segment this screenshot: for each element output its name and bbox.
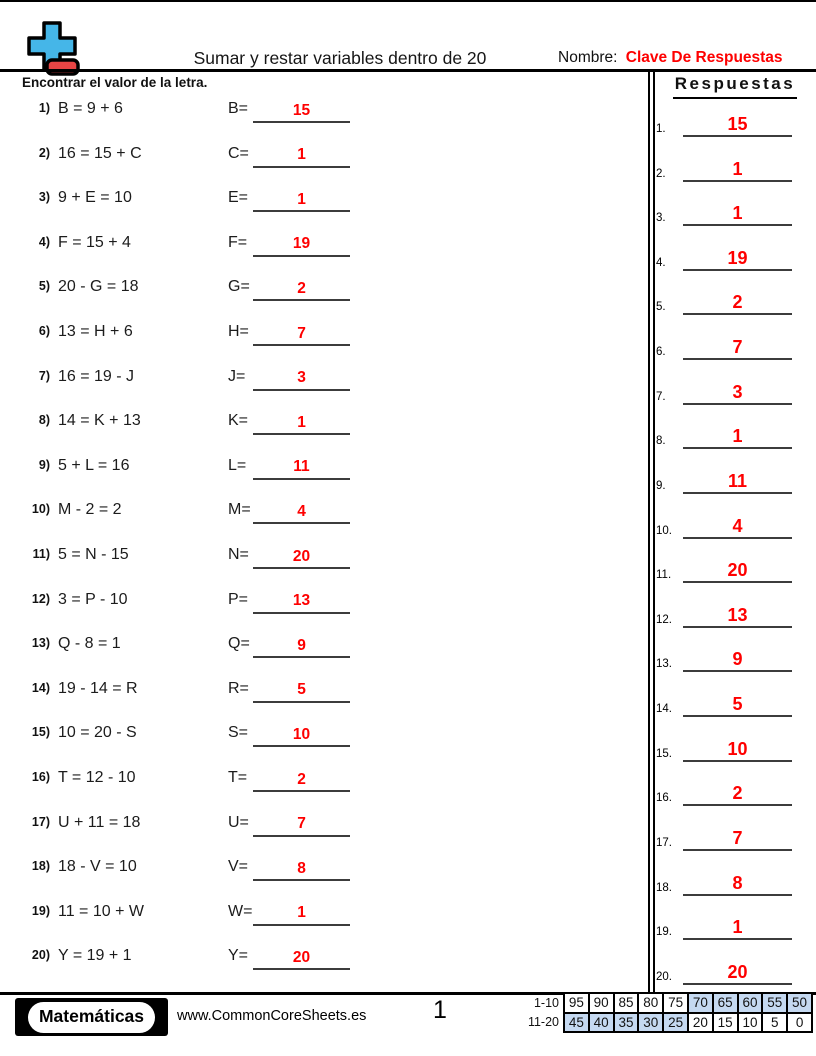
problem-answer: 19 [292, 235, 311, 253]
answer-blank-line [253, 854, 350, 881]
answer-blank-line [253, 497, 350, 524]
problem-equation: 9 + E = 10 [58, 189, 132, 207]
problem-equation: M - 2 = 2 [58, 501, 122, 519]
problem-row [0, 676, 648, 704]
problem-row [0, 408, 648, 436]
answer-value: 4 [732, 515, 743, 536]
answer-label: L= [228, 456, 247, 474]
answer-value: 2 [732, 292, 743, 313]
problem-equation: 14 = K + 13 [58, 412, 141, 430]
answer-value: 1 [732, 158, 743, 179]
problem-answer: 9 [297, 636, 306, 654]
page-number: 1 [433, 996, 447, 1024]
answer-number: 19. [656, 926, 672, 939]
answer-row [655, 761, 816, 806]
name-row [558, 49, 783, 67]
answer-label: T= [228, 769, 248, 786]
top-border-rule [0, 0, 816, 2]
problem-equation: 5 = N - 15 [58, 546, 129, 563]
grade-cell: 20 [688, 1013, 713, 1033]
answer-number: 5. [656, 301, 666, 314]
answer-row [655, 717, 816, 762]
problem-number: 1) [38, 101, 50, 115]
answer-value: 13 [727, 604, 748, 625]
answer-value: 20 [727, 560, 748, 581]
grade-cell: 10 [738, 1013, 763, 1033]
answer-label: E= [228, 189, 249, 207]
answer-row [655, 404, 816, 449]
problem-answer: 1 [297, 413, 306, 431]
grade-row [527, 993, 812, 1013]
problem-answer: 3 [297, 369, 306, 387]
answer-blank-line [253, 899, 350, 926]
problem-equation: 18 - V = 10 [58, 858, 137, 876]
problem-row [0, 720, 648, 748]
problem-equation: Q - 8 = 1 [58, 635, 121, 653]
grade-cell: 50 [787, 993, 812, 1013]
answer-label: C= [228, 144, 249, 162]
grade-cell: 25 [663, 1013, 688, 1033]
problem-row [0, 899, 648, 927]
answer-label: W= [228, 902, 253, 920]
name-label: Nombre: [558, 49, 618, 66]
answer-number: 14. [656, 703, 672, 716]
answer-label: B= [228, 100, 249, 117]
answer-value: 19 [727, 247, 748, 268]
problem-answer: 15 [292, 101, 311, 119]
answer-label: M= [228, 501, 251, 519]
problem-equation: F = 15 + 4 [58, 233, 131, 251]
problem-number: 7) [38, 368, 50, 383]
answer-row [655, 895, 816, 940]
answer-value: 15 [727, 114, 748, 134]
instruction-text: Encontrar el valor de la letra. [22, 75, 208, 90]
answer-row [655, 315, 816, 360]
answer-row [655, 270, 816, 315]
problem-answer: 7 [297, 815, 306, 833]
problem-number: 12) [31, 591, 50, 606]
answer-blank-line [253, 587, 350, 614]
answer-label: H= [228, 323, 249, 340]
grade-cell: 55 [762, 993, 787, 1013]
answer-value: 1 [732, 203, 743, 224]
grade-cell: 75 [663, 993, 688, 1013]
problem-equation: U + 11 = 18 [58, 813, 141, 831]
problem-answer: 1 [297, 904, 306, 922]
answer-blank-line [253, 542, 350, 569]
answer-row [655, 672, 816, 717]
answer-value: 2 [732, 783, 743, 804]
answer-value: 8 [732, 872, 743, 893]
problem-equation: 19 - 14 = R [58, 679, 138, 697]
problem-row [0, 96, 648, 124]
answer-blank-line [253, 274, 350, 301]
answer-blank-line [253, 364, 350, 391]
website-url: www.CommonCoreSheets.es [177, 1008, 367, 1024]
answer-label: P= [228, 590, 249, 608]
grade-cell: 60 [738, 993, 763, 1013]
problem-row [0, 230, 648, 258]
answer-blank-line [683, 983, 792, 985]
problem-equation: 20 - G = 18 [58, 278, 139, 296]
answer-label: N= [228, 546, 249, 563]
grade-cell: 65 [713, 993, 738, 1013]
problem-equation: 16 = 15 + C [58, 144, 142, 162]
problem-row [0, 274, 648, 302]
answer-label: Y= [228, 947, 249, 965]
answer-row [655, 137, 816, 182]
problem-number: 15) [31, 725, 50, 740]
answer-label: J= [228, 367, 246, 385]
answer-blank-line [253, 141, 350, 168]
problem-row [0, 453, 648, 481]
answer-number: 15. [656, 747, 672, 760]
answer-row [655, 494, 816, 539]
grade-cell: 85 [614, 993, 639, 1013]
problem-row [0, 810, 648, 838]
answer-blank-line [253, 319, 350, 346]
problem-answer: 11 [293, 458, 310, 476]
problem-equation: 11 = 10 + W [58, 902, 144, 920]
problem-number: 4) [38, 234, 50, 249]
header-rule [0, 69, 816, 72]
answer-blank-line [253, 408, 350, 435]
answer-number: 18. [656, 881, 672, 894]
answer-blank-line [253, 676, 350, 703]
problem-equation: T = 12 - 10 [58, 769, 136, 786]
problem-number: 5) [38, 279, 50, 294]
grade-row-label: 1-10 [533, 995, 559, 1010]
grade-cell: 80 [638, 993, 663, 1013]
answer-number: 2. [656, 167, 666, 180]
grade-cell: 30 [638, 1013, 663, 1033]
grade-cell: 45 [564, 1013, 589, 1033]
problem-equation: 5 + L = 16 [58, 456, 130, 474]
answer-number: 1. [656, 123, 666, 135]
grade-cell: 15 [713, 1013, 738, 1033]
answer-value: 7 [732, 827, 743, 848]
answer-number: 12. [656, 613, 672, 626]
problem-answer: 1 [297, 146, 306, 164]
problem-number: 8) [38, 413, 50, 428]
answer-label: V= [228, 858, 249, 876]
answer-row [655, 806, 816, 851]
brand-name: Matemáticas [28, 1002, 155, 1033]
answer-label: G= [228, 278, 250, 296]
answer-blank-line [253, 230, 350, 257]
answer-label: Q= [228, 635, 250, 653]
answer-value: 1 [732, 426, 743, 447]
answer-number: 4. [656, 256, 666, 269]
grading-table [527, 992, 813, 1033]
answer-value: 9 [732, 649, 743, 670]
problem-row [0, 765, 648, 793]
problem-row [0, 943, 648, 971]
brand-badge [15, 998, 168, 1036]
grade-cell: 40 [589, 1013, 614, 1033]
problem-equation: 16 = 19 - J [58, 367, 135, 385]
problem-equation: 13 = H + 6 [58, 323, 133, 340]
answer-row [655, 92, 816, 137]
problem-number: 16) [31, 770, 50, 784]
answer-blank-line [253, 720, 350, 747]
answer-blank-line [253, 96, 350, 123]
answer-label: U= [228, 813, 249, 831]
problem-answer: 20 [292, 948, 311, 966]
problem-number: 10) [31, 502, 50, 517]
answer-blank-line [253, 185, 350, 212]
grade-cell: 35 [614, 1013, 639, 1033]
problem-row [0, 854, 648, 882]
answer-label: F= [228, 233, 248, 251]
answer-number: 16. [656, 792, 672, 805]
problem-answer: 13 [292, 592, 311, 610]
answer-blank-line [253, 810, 350, 837]
answer-row [655, 627, 816, 672]
answer-row [655, 851, 816, 896]
problem-row [0, 587, 648, 615]
problem-row [0, 542, 648, 570]
answer-row [655, 226, 816, 271]
answer-number: 7. [656, 390, 666, 403]
problem-row [0, 319, 648, 347]
grade-row-label: 11-20 [527, 1015, 559, 1030]
grade-cell: 0 [787, 1013, 812, 1033]
grade-cell: 90 [589, 993, 614, 1013]
problem-number: 3) [38, 190, 50, 205]
problem-number: 20) [31, 948, 50, 963]
answer-value: 10 [727, 738, 748, 759]
answer-row [655, 449, 816, 494]
answer-number: 8. [656, 435, 666, 448]
answer-blank-line [253, 765, 350, 792]
problem-row [0, 141, 648, 169]
answer-value: 1 [732, 917, 743, 938]
problem-row [0, 631, 648, 659]
problem-number: 6) [38, 324, 50, 338]
problem-answer: 2 [297, 279, 306, 297]
answer-value: 20 [727, 961, 748, 982]
grade-cell: 5 [762, 1013, 787, 1033]
problem-number: 18) [31, 859, 50, 874]
answer-number: 3. [656, 212, 666, 225]
grade-row [527, 1013, 812, 1033]
answer-row [655, 538, 816, 583]
answer-label: R= [228, 679, 249, 697]
answer-number: 13. [656, 658, 672, 671]
problem-answer: 8 [297, 859, 306, 877]
problem-answer: 4 [297, 502, 306, 520]
problem-number: 2) [38, 145, 50, 160]
answer-number: 11. [656, 569, 672, 582]
answer-value: 5 [732, 694, 743, 715]
answer-number: 17. [656, 836, 672, 849]
column-divider [648, 71, 655, 992]
problem-number: 19) [31, 903, 50, 918]
problem-number: 9) [38, 457, 50, 472]
worksheet-title: Sumar y restar variables dentro de 20 [193, 48, 487, 68]
problem-answer: 5 [297, 681, 306, 699]
problem-equation: B = 9 + 6 [58, 100, 123, 117]
problem-equation: 10 = 20 - S [58, 724, 137, 742]
problem-answer: 7 [297, 324, 306, 342]
problem-row [0, 497, 648, 525]
answer-blank-line [253, 453, 350, 480]
answer-number: 9. [656, 479, 666, 492]
answers-panel-title: Respuestas [673, 74, 797, 99]
problem-answer: 10 [292, 725, 311, 743]
answer-row [655, 940, 816, 985]
problem-row [0, 185, 648, 213]
answer-row [655, 360, 816, 405]
answer-row [655, 181, 816, 226]
problem-number: 13) [31, 636, 50, 651]
answer-number: 6. [656, 346, 666, 359]
grade-cell: 95 [564, 993, 589, 1013]
problem-equation: 3 = P - 10 [58, 590, 128, 608]
answer-value: 11 [727, 470, 748, 491]
answer-value: 7 [732, 337, 743, 358]
problem-equation: Y = 19 + 1 [58, 947, 132, 965]
grade-cell: 70 [688, 993, 713, 1013]
answer-label: K= [228, 412, 249, 430]
problem-number: 17) [31, 814, 50, 829]
problem-number: 14) [31, 680, 50, 695]
answer-number: 10. [656, 524, 672, 537]
answer-key-label: Clave De Respuestas [625, 49, 783, 66]
problem-answer: 2 [297, 770, 306, 788]
answer-blank-line [253, 631, 350, 658]
answer-blank-line [253, 943, 350, 970]
problem-number: 11) [32, 547, 50, 561]
problem-answer: 1 [297, 190, 306, 208]
problem-row [0, 364, 648, 392]
problem-answer: 20 [292, 547, 311, 565]
answer-number: 20. [656, 970, 672, 983]
answer-row [655, 583, 816, 628]
answer-label: S= [228, 724, 249, 742]
answer-value: 3 [732, 381, 743, 402]
